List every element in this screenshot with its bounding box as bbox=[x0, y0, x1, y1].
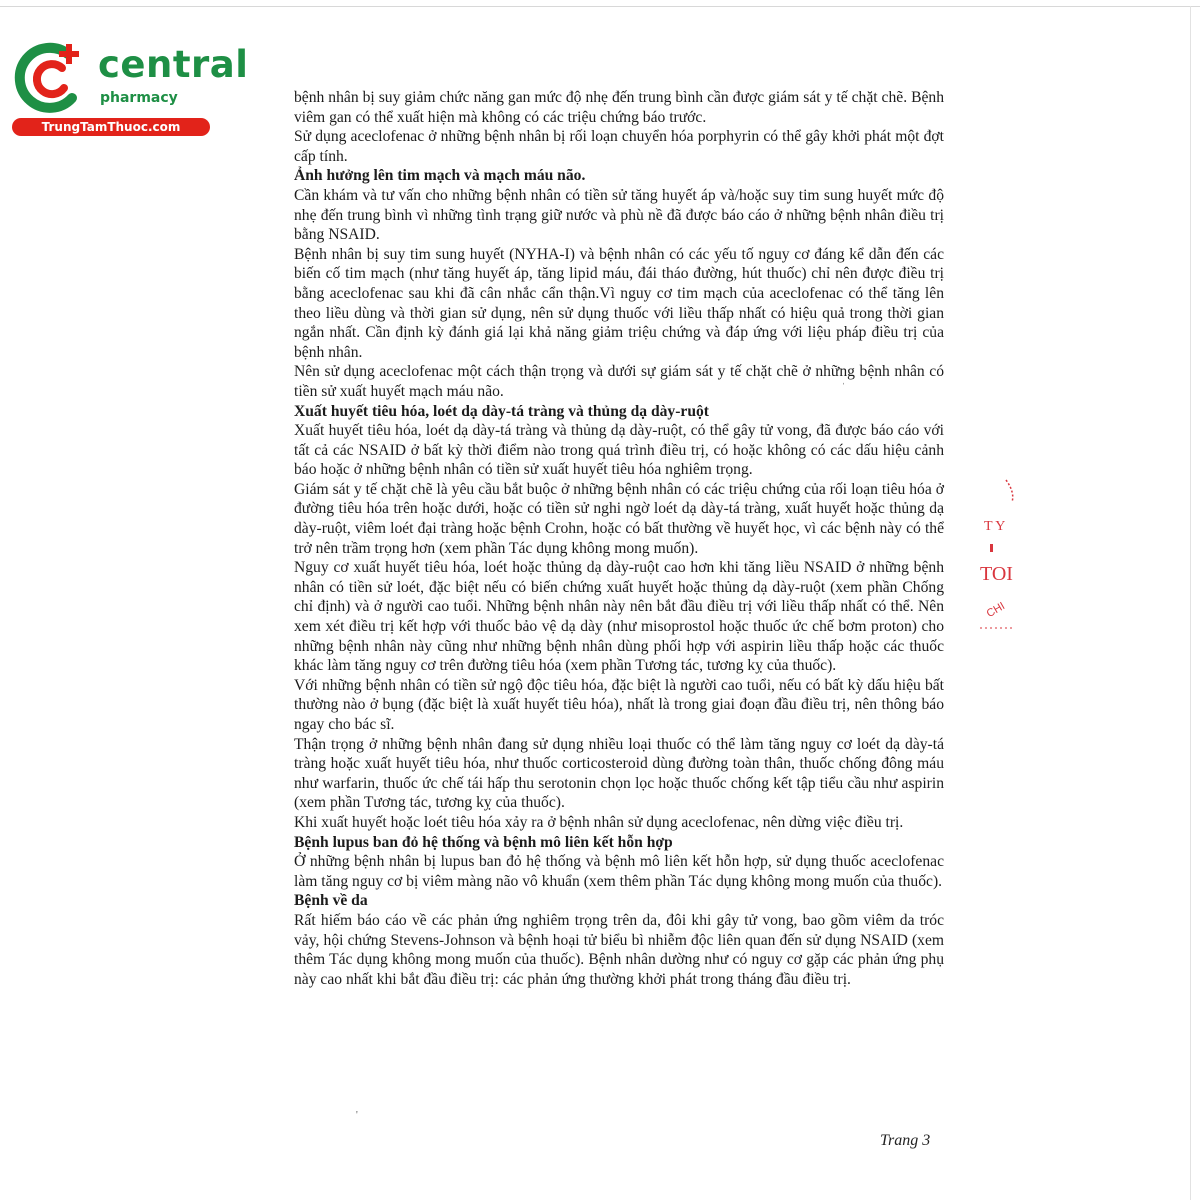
section-heading: Ảnh hưởng lên tim mạch và mạch máu não. bbox=[294, 167, 586, 185]
svg-text:TOI: TOI bbox=[980, 563, 1013, 585]
paragraph: Với những bệnh nhân có tiền sử ngộ độc tiêu hóa, đặc biệt là người cao tuổi, nếu có bất kỳ dấu hiệu bất thường nào ở bụng (đặc biệt là xuất huyết tiêu hóa), nhất là trong giai đoạn đầu điều trị, nên thông báo ngay cho bác sĩ. bbox=[294, 676, 944, 733]
paragraph: Nguy cơ xuất huyết tiêu hóa, loét hoặc thủng dạ dày-ruột cao hơn khi tăng liều NSAID ở những bệnh nhân có tiền sử loét, đặc biệt nếu có biến chứng xuất huyết hoặc thủng dạ dày-ruột (xem phần Chống chỉ định) và ở người cao tuổi. Những bệnh nhân này nên bắt đầu điều trị với liều thấp nhất có thể. Nên xem xét điều trị kết hợp với thuốc bảo vệ dạ dày (như misoprostol hoặc thuốc ức chế bơm proton) cho những bệnh nhân này cũng như những bệnh nhân dùng phối hợp với aspirin liều thấp hoặc các thuốc khác làm tăng nguy cơ trên đường tiêu hóa (xem phần Tương tác, tương kỵ của thuốc). bbox=[294, 559, 944, 675]
document-body bbox=[294, 88, 944, 989]
page-number: Trang 3 bbox=[880, 1132, 931, 1149]
svg-text:T Y: T Y bbox=[984, 519, 1006, 534]
section-heading: Xuất huyết tiêu hóa, loét dạ dày-tá tràng và thủng dạ dày-ruột bbox=[294, 402, 710, 420]
page-top-edge bbox=[0, 6, 1200, 7]
logo-brand-text: central bbox=[98, 43, 249, 86]
paragraph: bệnh nhân bị suy giảm chức năng gan mức độ nhẹ đến trung bình cần được giám sát y tế chặt chẽ. Bệnh viêm gan có thể xuất hiện mà không có các triệu chứng báo trước. bbox=[294, 89, 944, 126]
paragraph: Thận trọng ở những bệnh nhân đang sử dụng nhiều loại thuốc có thể làm tăng nguy cơ loét dạ dày-tá tràng hoặc xuất huyết tiêu hóa, như thuốc corticosteroid dùng đường toàn thân, thuốc chống đông máu như warfarin, thuốc ức chế tái hấp thu serotonin chọn lọc hoặc thuốc chống kết tập tiểu cầu như aspirin (xem phần Tương tác, tương kỵ của thuốc). bbox=[294, 735, 944, 812]
scan-speck: ˈ bbox=[842, 382, 846, 393]
paragraph: Sử dụng aceclofenac ở những bệnh nhân bị rối loạn chuyển hóa porphyrin có thể gây khởi phát một đợt cấp tính. bbox=[294, 128, 944, 165]
pharmacy-logo-icon bbox=[12, 40, 88, 116]
paragraph: Ở những bệnh nhân bị lupus ban đỏ hệ thống và bệnh mô liên kết hỗn hợp, sử dụng thuốc aceclofenac làm tăng nguy cơ bị viêm màng não vô khuẩn (xem thêm phần Tác dụng không mong muốn của thuốc). bbox=[294, 853, 944, 890]
section-heading: Bệnh về da bbox=[294, 892, 368, 910]
page-right-edge bbox=[1190, 6, 1191, 1200]
paragraph: Rất hiếm báo cáo về các phản ứng nghiêm trọng trên da, đôi khi gây tử vong, bao gồm viêm da tróc vảy, hội chứng Stevens-Johnson và bệnh hoại tử biểu bì nhiễm độc liên quan đến sử dụng NSAID (xem thêm Tác dụng không mong muốn của thuốc). Bệnh nhân dường như có nguy cơ gặp các phản ứng phụ này cao nhất khi bắt đầu điều trị: các phản ứng thường khởi phát trong tháng đầu điều trị. bbox=[294, 911, 944, 988]
paragraph: Nên sử dụng aceclofenac một cách thận trọng và dưới sự giám sát y tế chặt chẽ ở những bệnh nhân có tiền sử xuất huyết mạch máu não. bbox=[294, 363, 944, 400]
paragraph: Cần khám và tư vấn cho những bệnh nhân có tiền sử tăng huyết áp và/hoặc suy tim sung huyết mức độ nhẹ đến trung bình vì những tình trạng giữ nước và phù nề đã được báo cáo ở những bệnh nhân điều trị bằng NSAID. bbox=[294, 186, 944, 244]
paragraph: Giám sát y tế chặt chẽ là yêu cầu bắt buộc ở những bệnh nhân có các triệu chứng của rối loạn tiêu hóa ở đường tiêu hóa trên hoặc dưới, hoặc có tiền sử nghi ngờ loét dạ dày-tá tràng, xuất huyết hoặc thủng dạ dày-ruột, viêm loét đại tràng hoặc bệnh Crohn, hoặc có bất thường về huyết học, vì các bệnh này có thể trở nên trầm trọng hơn (xem phần Tác dụng không mong muốn). bbox=[294, 480, 944, 557]
section-heading: Bệnh lupus ban đỏ hệ thống và bệnh mô liên kết hỗn hợp bbox=[294, 833, 673, 851]
red-stamp-fragment bbox=[972, 478, 1022, 638]
paragraph: Khi xuất huyết hoặc loét tiêu hóa xảy ra ở bệnh nhân sử dụng aceclofenac, nên dừng việc điều trị. bbox=[294, 813, 904, 831]
paragraph: Xuất huyết tiêu hóa, loét dạ dày-tá tràng và thủng dạ dày-ruột, có thể gây tử vong, đã được báo cáo với tất cả các NSAID ở bất kỳ thời điểm nào trong quá trình điều trị, có hoặc không có các dấu hiệu cảnh báo hoặc ở những bệnh nhân có tiền sử xuất huyết tiêu hóa nghiêm trọng. bbox=[294, 422, 944, 479]
paragraph: Bệnh nhân bị suy tim sung huyết (NYHA-I) và bệnh nhân có các yếu tố nguy cơ đáng kể dẫn đến các biến cố tim mạch (như tăng huyết áp, tăng lipid máu, đái tháo đường, hút thuốc) chỉ nên được điều trị bằng aceclofenac sau khi đã cân nhắc cẩn thận.Vì nguy cơ tim mạch của aceclofenac có thể tăng lên theo liều dùng và thời gian sử dụng, nên sử dụng thuốc với liều thấp nhất có hiệu quả trong thời gian ngắn nhất. Cần định kỳ đánh giá lại khả năng giảm triệu chứng và đáp ứng với liệu pháp điều trị của bệnh nhân. bbox=[294, 245, 944, 361]
logo-website-banner[interactable]: TrungTamThuoc.com bbox=[12, 118, 210, 136]
scan-speck: ' bbox=[356, 1110, 358, 1121]
central-pharmacy-logo[interactable] bbox=[12, 36, 249, 136]
logo-subtitle: pharmacy bbox=[100, 90, 178, 106]
svg-text:CHI: CHI bbox=[984, 600, 1007, 621]
